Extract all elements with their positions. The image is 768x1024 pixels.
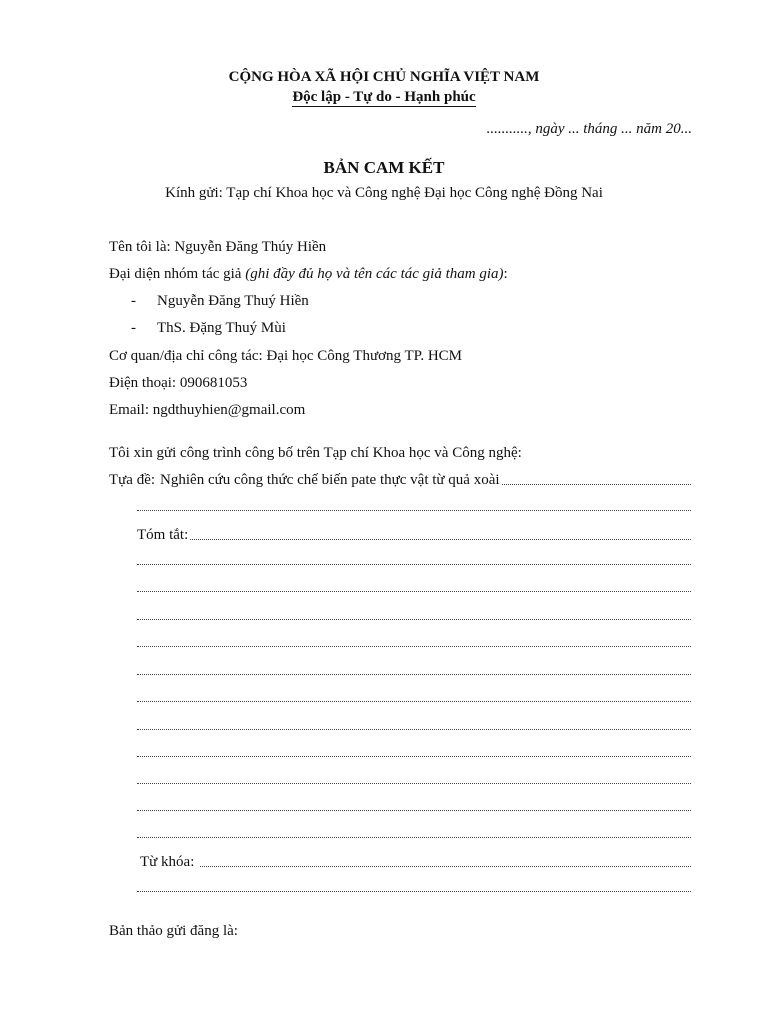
- group-label: Đại diện nhóm tác giả: [109, 266, 242, 282]
- keywords-label: Từ khóa:: [140, 854, 195, 870]
- motto: Độc lập - Tự do - Hạnh phúc: [292, 89, 476, 105]
- name-label: Tên tôi là:: [109, 239, 171, 255]
- group-line: [109, 267, 508, 282]
- abstract-fill-line[interactable]: [137, 701, 691, 702]
- name-value: Nguyễn Đăng Thúy Hiền: [174, 239, 327, 255]
- keywords-fill-line[interactable]: [200, 866, 691, 867]
- org-label: Cơ quan/địa chỉ công tác:: [109, 348, 263, 364]
- abstract-fill-line[interactable]: [137, 837, 691, 838]
- email-value: ngdthuyhien@gmail.com: [152, 402, 306, 418]
- group-colon: :: [503, 266, 508, 282]
- member-dash: -: [131, 293, 136, 309]
- email-label: Email:: [109, 402, 149, 418]
- abstract-fill-line[interactable]: [137, 646, 691, 647]
- date-line: ..........., ngày ... tháng ... năm 20...: [486, 121, 692, 137]
- org-line: [109, 349, 462, 364]
- member-name: ThS. Đặng Thuý Mùi: [157, 320, 286, 336]
- form-title: BẢN CAM KẾT: [323, 158, 445, 177]
- title-value: Nghiên cứu công thức chế biến pate thực vật từ quả xoài: [160, 472, 500, 488]
- member-dash: -: [131, 320, 136, 336]
- phone-label: Điện thoại:: [109, 375, 177, 391]
- keywords-fill-line[interactable]: [137, 891, 691, 892]
- name-line: [109, 240, 326, 255]
- abstract-fill-line[interactable]: [137, 591, 691, 592]
- abstract-fill-line[interactable]: [137, 564, 691, 565]
- motto-wrapper: [0, 90, 768, 105]
- member-name: Nguyễn Đăng Thuý Hiền: [157, 293, 309, 309]
- submission-intro: Tôi xin gửi công trình công bố trên Tạp chí Khoa học và Công nghệ:: [109, 445, 522, 461]
- abstract-fill-line[interactable]: [137, 756, 691, 757]
- nation-header: CỘNG HÒA XÃ HỘI CHỦ NGHĨA VIỆT NAM: [228, 69, 540, 85]
- title-fill-line[interactable]: [502, 484, 691, 485]
- title-row: [109, 472, 691, 488]
- org-value: Đại học Công Thương TP. HCM: [266, 348, 463, 364]
- abstract-row: [137, 527, 691, 543]
- abstract-fill-line[interactable]: [137, 619, 691, 620]
- recipient-line: Kính gửi: Tạp chí Khoa học và Công nghệ Đại học Công nghệ Đồng Nai: [165, 185, 603, 201]
- keywords-row: [137, 854, 691, 870]
- phone-line: [109, 376, 247, 391]
- abstract-fill-line[interactable]: [137, 729, 691, 730]
- abstract-fill-line[interactable]: [190, 539, 691, 540]
- manuscript-label: Bản thảo gửi đăng là:: [109, 923, 238, 939]
- title-label: Tựa đề:: [109, 472, 156, 488]
- abstract-label: Tóm tắt:: [137, 527, 189, 543]
- abstract-fill-line[interactable]: [137, 783, 691, 784]
- email-line: [109, 403, 305, 418]
- title-fill-line[interactable]: [137, 510, 691, 511]
- abstract-fill-line[interactable]: [137, 674, 691, 675]
- phone-value: 090681053: [179, 375, 248, 391]
- group-note: (ghi đầy đủ họ và tên các tác giả tham gia): [245, 266, 504, 282]
- abstract-fill-line[interactable]: [137, 810, 691, 811]
